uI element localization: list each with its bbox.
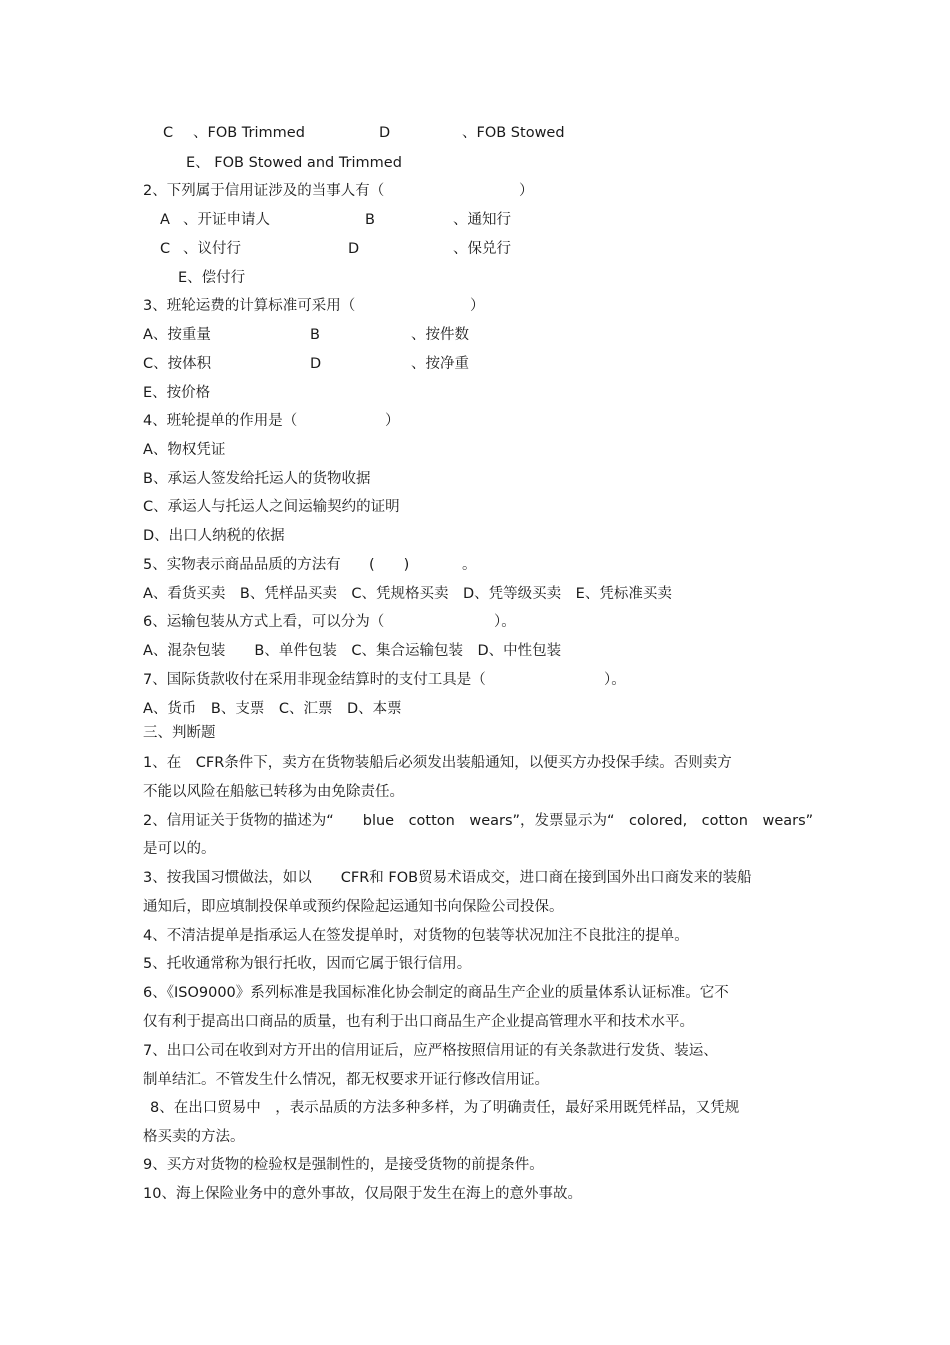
judge-7-line-2: 制单结汇。不管发生什么情况，都无权要求开证行修改信用证。 bbox=[143, 1072, 549, 1088]
judge-1-line-2: 不能以风险在船舷已转移为由免除责任。 bbox=[143, 784, 404, 800]
q4-option-c: C、承运人与托运人之间运输契约的证明 bbox=[143, 499, 400, 515]
judge-1-line-1: 1、在 CFR条件下，卖方在货物装船后必须发出装船通知，以便买方办投保手续。否则卖方 bbox=[143, 755, 732, 771]
judge-8-line-1: 8、在出口贸易中 ，表示品质的方法多种多样，为了明确责任，最好采用既凭样品，又凭规 bbox=[150, 1100, 740, 1116]
q2-option-b-text: 、通知行 bbox=[453, 212, 511, 228]
judge-6-line-2: 仅有利于提高出口商品的质量，也有利于出口商品生产企业提高管理水平和技术水平。 bbox=[143, 1014, 694, 1030]
q5-stem: 5、实物表示商品品质的方法有 bbox=[143, 557, 341, 573]
q3-stem: 3、班轮运费的计算标准可采用（ bbox=[143, 298, 356, 314]
judge-4: 4、不清洁提单是指承运人在签发提单时，对货物的包装等状况加注不良批注的提单。 bbox=[143, 928, 689, 944]
judge-2-line-2: 是可以的。 bbox=[143, 841, 216, 857]
q5-paren: ( ) bbox=[369, 557, 410, 573]
q6-close-paren: ）。 bbox=[494, 614, 516, 630]
q1-option-d-letter: D bbox=[379, 125, 391, 141]
q3-option-e: E、按价格 bbox=[143, 385, 211, 401]
q4-option-d: D、出口人纳税的依据 bbox=[143, 528, 285, 544]
q2-option-a-text: 、开证申请人 bbox=[183, 212, 270, 228]
q4-option-b: B、承运人签发给托运人的货物收据 bbox=[143, 471, 371, 487]
q1-option-d-text: 、FOB Stowed bbox=[462, 125, 565, 141]
q2-stem: 2、下列属于信用证涉及的当事人有（ bbox=[143, 183, 385, 199]
q3-option-d-text: 、按净重 bbox=[411, 356, 469, 372]
q2-option-e: E、偿付行 bbox=[178, 270, 246, 286]
q3-option-b-letter: B bbox=[310, 327, 320, 343]
q7-stem: 7、国际货款收付在采用非现金结算时的支付工具是（ bbox=[143, 672, 486, 688]
q2-option-a-letter: A bbox=[160, 212, 170, 228]
q2-option-d-text: 、保兑行 bbox=[453, 241, 511, 257]
q4-option-a: A、物权凭证 bbox=[143, 442, 226, 458]
q3-option-d-letter: D bbox=[310, 356, 322, 372]
judge-7-line-1: 7、出口公司在收到对方开出的信用证后，应严格按照信用证的有关条款进行发货、装运、 bbox=[143, 1043, 718, 1059]
q2-option-c-letter: C bbox=[160, 241, 171, 257]
judge-2-line-1: 2、信用证关于货物的描述为“ blue cotton wears”，发票显示为“ colored, cotton wears” bbox=[143, 813, 814, 829]
q7-close-paren: ）。 bbox=[604, 672, 626, 688]
q3-option-c: C、按体积 bbox=[143, 356, 212, 372]
q3-option-a: A、按重量 bbox=[143, 327, 211, 343]
q2-option-b-letter: B bbox=[365, 212, 375, 228]
q5-end: 。 bbox=[462, 557, 477, 573]
judge-5: 5、托收通常称为银行托收，因而它属于银行信用。 bbox=[143, 956, 472, 972]
q2-close-paren: ） bbox=[519, 183, 534, 199]
section-3-title: 三、判断题 bbox=[143, 725, 216, 741]
q1-option-c-letter: C bbox=[163, 125, 174, 141]
q1-option-c-text: 、FOB Trimmed bbox=[193, 125, 305, 141]
q4-close-paren: ） bbox=[385, 413, 400, 429]
judge-9: 9、买方对货物的检验权是强制性的，是接受货物的前提条件。 bbox=[143, 1157, 544, 1173]
q6-options: A、混杂包装 B、单件包装 C、集合运输包装 D、中性包装 bbox=[143, 643, 562, 659]
q6-stem: 6、运输包装从方式上看，可以分为（ bbox=[143, 614, 385, 630]
q2-option-c-text: 、议付行 bbox=[183, 241, 241, 257]
judge-6-line-1: 6、《ISO9000》系列标准是我国标准化协会制定的商品生产企业的质量体系认证标准。它不 bbox=[143, 985, 729, 1001]
q3-close-paren: ） bbox=[470, 298, 485, 314]
judge-8-line-2: 格买卖的方法。 bbox=[143, 1129, 245, 1145]
q5-options: A、看货买卖 B、凭样品买卖 C、凭规格买卖 D、凭等级买卖 E、凭标准买卖 bbox=[143, 586, 672, 602]
judge-10: 10、海上保险业务中的意外事故，仅局限于发生在海上的意外事故。 bbox=[143, 1186, 582, 1202]
q1-option-e: E、 FOB Stowed and Trimmed bbox=[186, 155, 402, 171]
judge-3-line-1: 3、按我国习惯做法，如以 CFR和 FOB贸易术语成交，进口商在接到国外出口商发来的装船 bbox=[143, 870, 752, 886]
judge-3-line-2: 通知后，即应填制投保单或预约保险起运通知书向保险公司投保。 bbox=[143, 899, 564, 915]
q2-option-d-letter: D bbox=[348, 241, 360, 257]
q3-option-b-text: 、按件数 bbox=[411, 327, 469, 343]
q4-stem: 4、班轮提单的作用是（ bbox=[143, 413, 298, 429]
q7-options: A、货币 B、支票 C、汇票 D、本票 bbox=[143, 701, 402, 717]
